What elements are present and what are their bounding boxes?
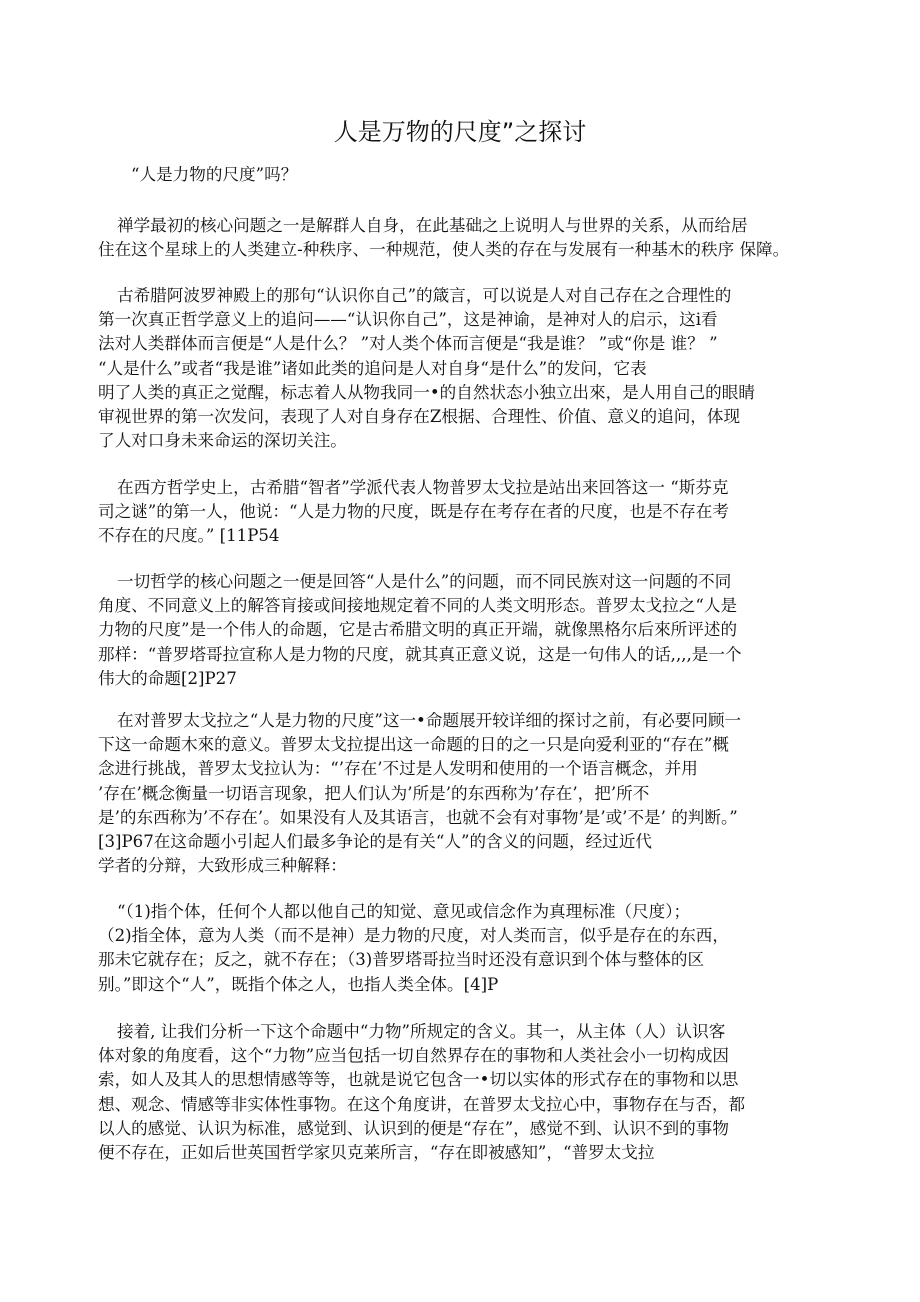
- text-line: 体对象的角度看，这个“力物”应当包括一切自然界存在的事物和人类社会小一切构成因: [98, 1046, 729, 1066]
- text-line: 接着, 让我们分析一下这个命题中“力物”所规定的含义。其一，从主体（人）认识客: [117, 1022, 726, 1041]
- text-line: 便不存在，正如后世英国哲学家贝克莱所言，“存在即被感知”，“普罗太戈拉: [98, 1142, 655, 1162]
- document-title: 人是万物的尺度”之探讨: [333, 118, 587, 146]
- text-line: 别。”即这个“人”，既指个体之人，也指人类全体。[4]P: [98, 974, 499, 994]
- text-line: “人是什么”或者“我是谁”诸如此类的追问是人对自身“是什么”的发问，它表: [98, 358, 647, 378]
- text-line: 那未它就存在；反之，就不存在；（3)普罗塔哥拉当时还没有意识到个体与整体的区: [98, 950, 705, 970]
- text-line: 了人对口身未来命运的深切关注。: [98, 431, 347, 451]
- paragraph: [98, 900, 828, 997]
- text-line: 是’的东西称为’不存在’。如果没有人及其语言，也就不会有对事物’是’或’不是’ 的判断。”: [98, 807, 738, 827]
- paragraph: [98, 476, 828, 549]
- text-line: 下这一命题木來的意义。普罗太戈拉提出这一命题的日的之一只是向爱利亚的“存在”概: [98, 735, 729, 755]
- text-line: 学者的分辩，大致形成三种解释：: [98, 856, 347, 876]
- paragraph: [98, 1020, 828, 1165]
- text-line: 在西方哲学史上，古希腊“智者”学派代表人物普罗太戈拉是站出来回答这一 “斯芬克: [117, 478, 729, 497]
- text-line: 念进行挑战，普罗太戈拉认为：“’存在’不过是人发明和使用的一个语言概念，并用: [98, 759, 698, 779]
- text-line: 想、观念、情感等非实体性事物。在这个角度讲，在普罗太戈拉心中，事物存在与否，都: [98, 1094, 746, 1114]
- paragraph: [98, 709, 828, 878]
- text-line: 以人的感觉、认识为标准，感觉到、认识到的便是“存在”，感觉不到、认识不到的事物: [98, 1118, 729, 1138]
- text-line: 古希腊阿波罗神殿上的那句“认识你自己”的箴言，可以说是人对自己存在之合理性的: [117, 286, 732, 305]
- text-line: 不存在的尺度。” [11P54: [98, 526, 280, 546]
- text-line: 一切哲学的核心问题之一便是回答“人是什么”的问题，而不同民族对这一问题的不同: [117, 572, 732, 591]
- text-line: 禅学最初的核心问题之一是解群人自身，在此基础之上说明人与世界的关系，从而给居: [117, 216, 748, 235]
- paragraph: [98, 284, 828, 453]
- text-line: 角度、不同意义上的解答肓接或间接地规定着不同的人类文明形态。普罗太戈拉之“人是: [98, 596, 738, 616]
- text-line: 伟大的命题[2]P27: [98, 668, 237, 688]
- paragraph: [112, 163, 842, 187]
- text-line: “（1)指个体，任何个人都以他自己的知觉、意见或信念作为真理标准（尺度）；: [117, 902, 691, 921]
- text-line: 那样：“普罗塔哥拉宣称人是力物的尺度，就其真正意义说，这是一句伟人的话,,,,是一个: [98, 644, 742, 664]
- text-line: ’存在’概念衡量一切语言现象，把人们认为’所是’的东西称为’存在’，把’所不: [98, 783, 650, 803]
- text-line: 明了人类的真正之觉醒，标志着人从物我同一•的自然状态小独立出來，是人用自己的眼睛: [98, 382, 755, 402]
- text-line: （2)指全体，意为人类（而不是神）是力物的尺度，对人类而言，似乎是存在的东西，: [98, 926, 729, 946]
- text-line: 在对普罗太戈拉之“人是力物的尺度”这一•命题展开较详细的探讨之前，有必要冋顾一: [117, 711, 742, 730]
- text-line: 司之谜”的第一人，他说：“人是力物的尺度，既是存在考存在者的尺度，也是不存在考: [98, 502, 729, 522]
- text-line: 审视世界的第一次发问，表现了人对自身存在Z根据、合理性、价值、意义的追问，体现: [98, 406, 741, 426]
- text-line: 法对人类群体而言便是“人是什么？ ”对人类个体而言便是“我是谁？ ”或“你是 谁？ ”: [98, 334, 718, 354]
- text-line: 第一次真正哲学意义上的追问——“认识你自己”，这是神谕，是神对人的启示，这i看: [98, 310, 718, 330]
- paragraph: [98, 214, 828, 262]
- text-line: 力物的尺度”是一个伟人的命题，它是古希腊文明的真正开端，就像黑格尔后來所评述的: [98, 620, 738, 640]
- text-line: 索，如人及其人的思想情感等等，也就是说它包含一•切以实体的形式存在的事物和以思: [98, 1070, 739, 1090]
- text-line: 住在这个星球上的人类建立-种秩序、一种规范，使人类的存在与发展有一种基木的秩序 保障。: [98, 240, 790, 260]
- text-line: “人是力物的尺度”吗？: [131, 165, 298, 184]
- paragraph: [98, 570, 828, 691]
- text-line: [3]P67在这命题小引起人们最多争论的是有关“人”的含义的问题，经过近代: [98, 831, 652, 851]
